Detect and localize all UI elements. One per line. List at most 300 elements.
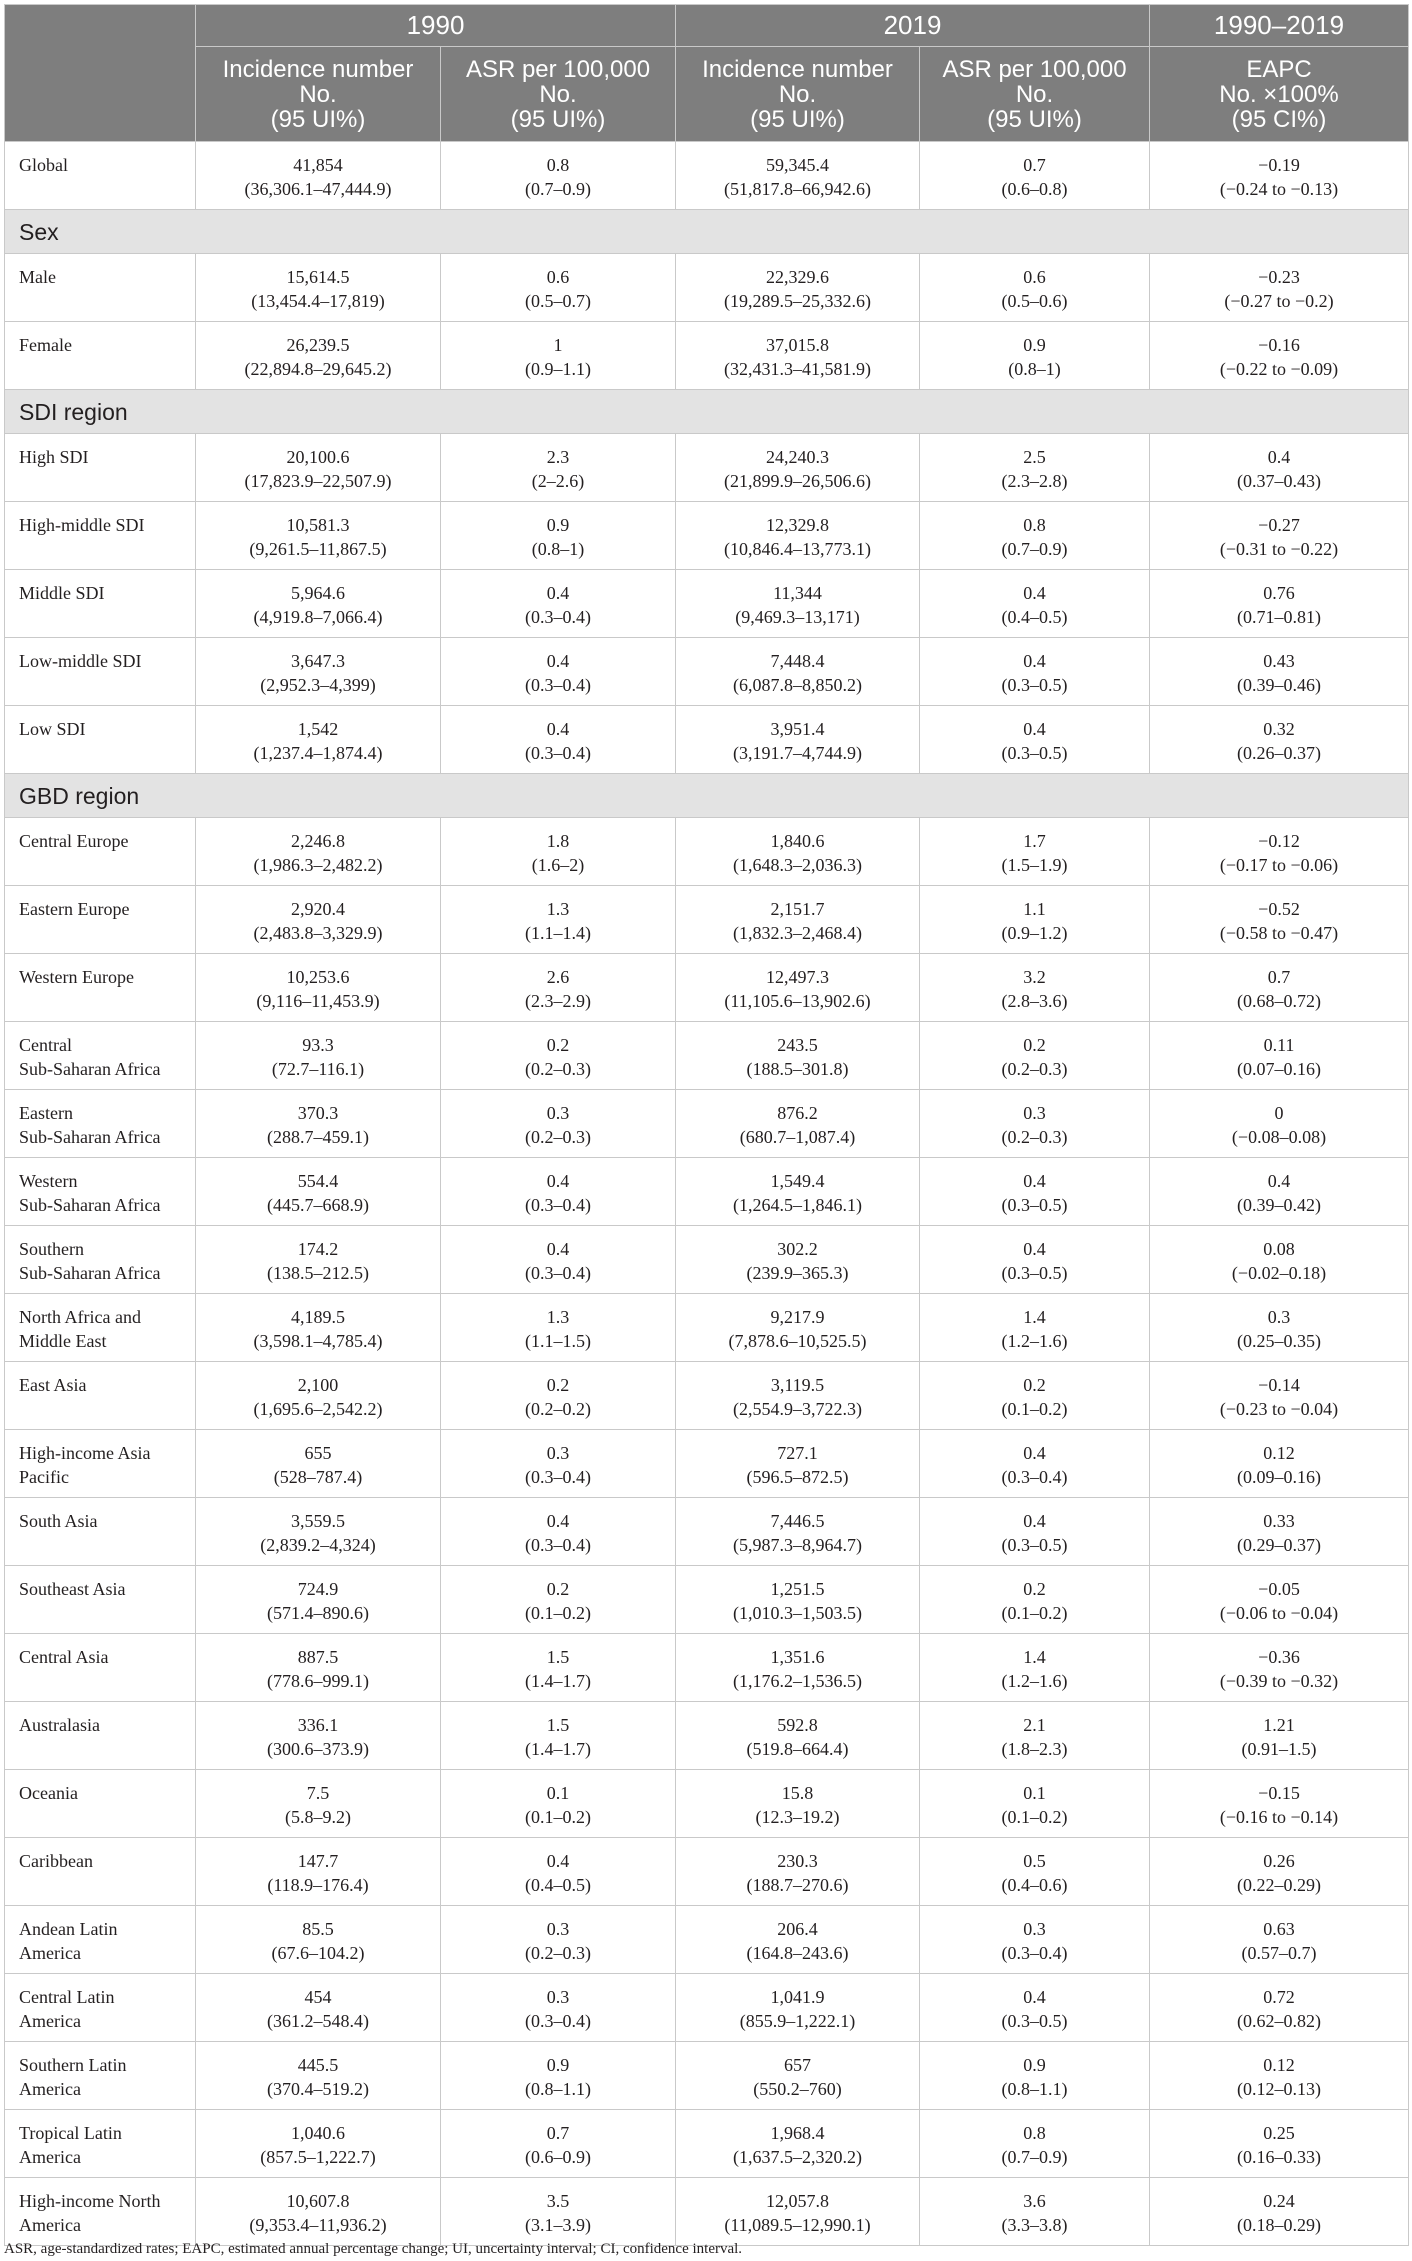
cell-interval: (7,878.6–10,525.5) (728, 1331, 867, 1351)
cell-interval: (−0.08–0.08) (1231, 1127, 1327, 1147)
cell-interval: (2,952.3–4,399) (260, 675, 376, 695)
data-cell (196, 142, 441, 210)
data-cell (196, 2110, 441, 2178)
table-row (5, 1362, 1409, 1430)
row-label-line: Eastern (19, 1103, 73, 1123)
table-row (5, 818, 1409, 886)
row-label: Global (5, 142, 196, 210)
cell-value: 1,040.6 (291, 2123, 345, 2143)
row-label: Eastern Europe (5, 886, 196, 954)
cell-interval: (32,431.3–41,581.9) (724, 359, 871, 379)
cell-value: 1,542 (297, 719, 339, 739)
data-cell (441, 2110, 676, 2178)
header-line: ASR per 100,000 (942, 55, 1127, 83)
cell-value: 0.7 (1267, 967, 1291, 987)
cell-value: 302.2 (777, 1239, 818, 1259)
table-row (5, 1022, 1409, 1090)
cell-interval: (0.07–0.16) (1237, 1059, 1321, 1079)
cell-interval: (0.37–0.43) (1237, 471, 1321, 491)
data-cell (676, 1838, 920, 1906)
cell-interval: (−0.23 to −0.04) (1219, 1399, 1339, 1419)
data-cell (676, 1294, 920, 1362)
data-cell (196, 1430, 441, 1498)
data-cell (441, 638, 676, 706)
data-cell (441, 434, 676, 502)
cell-value: 0.2 (1023, 1579, 1046, 1599)
cell-value: 3.2 (1023, 967, 1046, 987)
cell-interval: (445.7–668.9) (267, 1195, 369, 1215)
header-line: No. (299, 80, 337, 108)
cell-interval: (164.8–243.6) (746, 1943, 849, 1963)
data-cell (1150, 2110, 1409, 2178)
data-cell (196, 818, 441, 886)
cell-interval: (5,987.3–8,964.7) (733, 1535, 862, 1555)
cell-interval: (0.8–1) (1008, 359, 1061, 379)
cell-value: 0.12 (1263, 2055, 1295, 2075)
data-cell (676, 1090, 920, 1158)
cell-value: −0.27 (1258, 515, 1300, 535)
data-cell (196, 638, 441, 706)
header-line: No. (1015, 80, 1054, 108)
cell-value: 0.3 (546, 1103, 570, 1123)
data-cell (1150, 142, 1409, 210)
cell-value: 1,251.5 (770, 1579, 825, 1599)
cell-value: 0.24 (1263, 2191, 1295, 2211)
cell-interval: (4,919.8–7,066.4) (253, 607, 383, 627)
row-label: Low SDI (5, 706, 196, 774)
data-cell (196, 1974, 441, 2042)
cell-interval: (0.3–0.4) (1001, 1943, 1068, 1963)
data-cell (441, 1634, 676, 1702)
data-cell (920, 818, 1150, 886)
cell-interval: (2.8–3.6) (1001, 991, 1068, 1011)
data-cell (196, 1022, 441, 1090)
cell-interval: (1.1–1.4) (525, 923, 591, 943)
data-cell (920, 502, 1150, 570)
header-line: (95 UI%) (750, 105, 845, 133)
cell-interval: (67.6–104.2) (271, 1943, 365, 1963)
cell-value: 2,151.7 (770, 899, 825, 919)
cell-interval: (10,846.4–13,773.1) (724, 539, 871, 559)
data-cell (920, 254, 1150, 322)
data-cell (676, 638, 920, 706)
table-row (5, 1430, 1409, 1498)
cell-interval: (1.5–1.9) (1001, 855, 1068, 875)
row-label (5, 1022, 196, 1090)
row-label (5, 1090, 196, 1158)
section-row (5, 774, 1409, 818)
cell-value: 0.4 (546, 651, 570, 671)
cell-value: 0.2 (546, 1035, 570, 1055)
cell-value: 370.3 (297, 1103, 339, 1123)
data-cell (920, 1566, 1150, 1634)
cell-interval: (0.68–0.72) (1237, 991, 1321, 1011)
cell-value: 3,647.3 (291, 651, 345, 671)
cell-interval: (3.1–3.9) (525, 2215, 591, 2235)
row-label: Middle SDI (5, 570, 196, 638)
table-row (5, 638, 1409, 706)
data-cell (1150, 1702, 1409, 1770)
cell-value: 12,497.3 (766, 967, 829, 987)
cell-interval: (361.2–548.4) (267, 2011, 369, 2031)
cell-value: 7,448.4 (770, 651, 825, 671)
cell-interval: (0.3–0.4) (525, 2011, 591, 2031)
cell-value: 3,119.5 (770, 1375, 825, 1395)
cell-interval: (1,648.3–2,036.3) (733, 855, 862, 875)
cell-interval: (17,823.9–22,507.9) (244, 471, 392, 491)
data-cell (441, 1226, 676, 1294)
data-cell (920, 434, 1150, 502)
cell-value: 22,329.6 (766, 267, 829, 287)
data-cell (196, 1634, 441, 1702)
data-cell (676, 706, 920, 774)
table-row (5, 570, 1409, 638)
table-row (5, 1838, 1409, 1906)
table-row (5, 322, 1409, 390)
cell-interval: (0.2–0.3) (525, 1059, 591, 1079)
cell-value: 93.3 (302, 1035, 334, 1055)
data-cell (920, 1702, 1150, 1770)
data-cell (920, 1838, 1150, 1906)
data-cell (676, 322, 920, 390)
data-cell (676, 1430, 920, 1498)
cell-value: 2.5 (1023, 447, 1046, 467)
data-cell (676, 1566, 920, 1634)
data-cell (676, 1362, 920, 1430)
cell-interval: (0.3–0.4) (1001, 1467, 1068, 1487)
data-cell (676, 886, 920, 954)
row-label-line: Southern Latin (19, 2055, 127, 2075)
cell-interval: (0.16–0.33) (1237, 2147, 1321, 2167)
cell-value: 0.9 (546, 515, 570, 535)
cell-interval: (1.4–1.7) (525, 1739, 591, 1759)
data-cell (676, 1770, 920, 1838)
row-label-line: America (19, 1943, 81, 1963)
data-cell (920, 1974, 1150, 2042)
data-cell (1150, 1566, 1409, 1634)
cell-value: 657 (784, 2055, 811, 2075)
data-cell (441, 502, 676, 570)
cell-interval: (2,839.2–4,324) (260, 1535, 376, 1555)
data-cell (196, 706, 441, 774)
cell-interval: (2.3–2.9) (525, 991, 591, 1011)
cell-interval: (0.4–0.6) (1001, 1875, 1068, 1895)
cell-value: 0.4 (1023, 1443, 1046, 1463)
cell-interval: (0.5–0.6) (1001, 291, 1068, 311)
cell-value: 724.9 (297, 1579, 339, 1599)
data-cell (441, 1158, 676, 1226)
cell-interval: (519.8–664.4) (746, 1739, 849, 1759)
cell-interval: (0.12–0.13) (1237, 2079, 1321, 2099)
cell-value: 41,854 (293, 155, 343, 175)
cell-value: 0.9 (1023, 335, 1046, 355)
data-cell (676, 1974, 920, 2042)
data-cell (441, 886, 676, 954)
data-cell (1150, 886, 1409, 954)
cell-interval: (0.62–0.82) (1237, 2011, 1321, 2031)
cell-value: 10,607.8 (286, 2191, 350, 2211)
row-label (5, 1906, 196, 1974)
data-cell (441, 2178, 676, 2246)
table-row (5, 886, 1409, 954)
row-label-line: Pacific (19, 1467, 69, 1487)
cell-value: 0.3 (546, 1443, 570, 1463)
data-cell (920, 2110, 1150, 2178)
cell-interval: (300.6–373.9) (267, 1739, 369, 1759)
cell-value: 2.3 (546, 447, 570, 467)
cell-interval: (5.8–9.2) (285, 1807, 351, 1827)
table-row (5, 706, 1409, 774)
cell-interval: (−0.06 to −0.04) (1219, 1603, 1339, 1623)
data-cell (920, 1158, 1150, 1226)
cell-interval: (0.9–1.2) (1001, 923, 1068, 943)
data-cell (676, 254, 920, 322)
cell-interval: (1,637.5–2,320.2) (733, 2147, 862, 2167)
data-cell (676, 2110, 920, 2178)
row-label: East Asia (5, 1362, 196, 1430)
cell-value: 1.4 (1023, 1307, 1046, 1327)
cell-value: 4,189.5 (291, 1307, 345, 1327)
data-cell (676, 1158, 920, 1226)
row-label-line: Tropical Latin (19, 2123, 122, 2143)
data-cell (196, 1294, 441, 1362)
table-row (5, 2042, 1409, 2110)
cell-interval: (2–2.6) (531, 471, 585, 491)
cell-interval: (9,469.3–13,171) (735, 607, 860, 627)
cell-value: −0.16 (1258, 335, 1300, 355)
cell-value: 15,614.5 (286, 267, 350, 287)
data-cell (1150, 502, 1409, 570)
data-cell (441, 1022, 676, 1090)
cell-interval: (0.3–0.5) (1001, 2011, 1068, 2031)
cell-value: −0.19 (1258, 155, 1300, 175)
cell-interval: (0.26–0.37) (1237, 743, 1321, 763)
cell-interval: (0.3–0.5) (1001, 675, 1068, 695)
header-line: ASR per 100,000 (465, 55, 651, 83)
row-label: Australasia (5, 1702, 196, 1770)
data-cell (441, 1838, 676, 1906)
data-cell (1150, 1362, 1409, 1430)
cell-interval: (188.7–270.6) (746, 1875, 849, 1895)
cell-value: 1.3 (546, 1307, 570, 1327)
cell-interval: (6,087.8–8,850.2) (733, 675, 862, 695)
cell-value: 1,968.4 (770, 2123, 825, 2143)
table-footnote: ASR, age-standardized rates; EAPC, estimated annual percentage change; UI, uncertainty interval; CI, confidence interval. (4, 2241, 743, 2257)
cell-value: 0.4 (1267, 447, 1291, 467)
cell-interval: (−0.39 to −0.32) (1219, 1671, 1339, 1691)
row-label-line: North Africa and (19, 1307, 141, 1327)
data-cell (1150, 954, 1409, 1022)
row-label: Southeast Asia (5, 1566, 196, 1634)
section-label: GBD region (5, 774, 1409, 818)
row-label (5, 1294, 196, 1362)
data-cell (441, 142, 676, 210)
data-cell (1150, 706, 1409, 774)
cell-interval: (0.39–0.42) (1237, 1195, 1321, 1215)
cell-interval: (855.9–1,222.1) (739, 2011, 856, 2031)
data-cell (676, 1498, 920, 1566)
data-cell (1150, 1294, 1409, 1362)
row-label-line: America (19, 2079, 81, 2099)
data-cell (441, 1090, 676, 1158)
data-cell (676, 818, 920, 886)
cell-interval: (0.4–0.5) (1001, 607, 1068, 627)
cell-value: 1,041.9 (770, 1987, 825, 2007)
cell-value: 0.63 (1263, 1919, 1295, 1939)
cell-value: 5,964.6 (291, 583, 345, 603)
row-label-line: America (19, 2215, 81, 2235)
row-label: High-middle SDI (5, 502, 196, 570)
row-label-line: High-income North (19, 2191, 161, 2211)
data-cell (196, 1838, 441, 1906)
data-cell (196, 1362, 441, 1430)
cell-interval: (0.3–0.4) (525, 675, 591, 695)
header-line: No. (778, 80, 817, 108)
cell-interval: (118.9–176.4) (267, 1875, 369, 1895)
cell-interval: (1,176.2–1,536.5) (733, 1671, 862, 1691)
cell-interval: (550.2–760) (753, 2079, 842, 2099)
table-header (5, 5, 1409, 142)
row-label: South Asia (5, 1498, 196, 1566)
table-row (5, 2178, 1409, 2246)
cell-interval: (51,817.8–66,942.6) (724, 179, 871, 199)
table-row (5, 2110, 1409, 2178)
cell-value: 26,239.5 (286, 335, 350, 355)
row-label-line: Central Latin (19, 1987, 115, 2007)
cell-value: −0.52 (1258, 899, 1300, 919)
cell-interval: (370.4–519.2) (267, 2079, 369, 2099)
cell-value: 0.4 (1023, 1987, 1046, 2007)
cell-interval: (2,483.8–3,329.9) (253, 923, 383, 943)
data-cell (920, 638, 1150, 706)
data-cell (196, 1090, 441, 1158)
data-cell (1150, 818, 1409, 886)
cell-value: 0.4 (546, 719, 570, 739)
table-row (5, 1702, 1409, 1770)
data-cell (676, 570, 920, 638)
data-cell (196, 1498, 441, 1566)
cell-interval: (0.1–0.2) (1001, 1399, 1068, 1419)
data-cell (1150, 1906, 1409, 1974)
cell-interval: (0.18–0.29) (1237, 2215, 1321, 2235)
cell-value: 0.2 (1023, 1375, 1046, 1395)
cell-value: 11,344 (773, 583, 822, 603)
table-row (5, 142, 1409, 210)
row-label-line: America (19, 2147, 81, 2167)
cell-value: 1.8 (546, 831, 570, 851)
cell-value: 0.33 (1263, 1511, 1295, 1531)
data-cell (441, 570, 676, 638)
cell-interval: (0.22–0.29) (1237, 1875, 1321, 1895)
row-label-line: Middle East (19, 1331, 107, 1351)
cell-value: 243.5 (777, 1035, 818, 1055)
data-cell (196, 1906, 441, 1974)
row-label-line: Southern (19, 1239, 84, 1259)
cell-interval: (0.1–0.2) (1001, 1807, 1068, 1827)
cell-value: 0.4 (546, 583, 570, 603)
cell-value: −0.36 (1258, 1647, 1300, 1667)
header-asr-1990 (441, 47, 676, 142)
data-cell (920, 1634, 1150, 1702)
cell-value: 2,246.8 (291, 831, 345, 851)
cell-interval: (9,261.5–11,867.5) (249, 539, 387, 559)
data-cell (196, 1770, 441, 1838)
cell-interval: (0.7–0.9) (525, 179, 591, 199)
cell-interval: (2,554.9–3,722.3) (733, 1399, 862, 1419)
cell-value: 0.3 (1267, 1307, 1291, 1327)
data-cell (920, 1906, 1150, 1974)
cell-value: 592.8 (777, 1715, 818, 1735)
cell-value: 0.3 (546, 1919, 570, 1939)
row-label-line: Sub-Saharan Africa (19, 1263, 161, 1283)
cell-value: 1,840.6 (770, 831, 825, 851)
table-row (5, 1158, 1409, 1226)
cell-interval: (1.6–2) (531, 855, 585, 875)
cell-interval: (0.2–0.3) (1001, 1059, 1068, 1079)
cell-interval: (11,105.6–13,902.6) (724, 991, 871, 1011)
header-line: Incidence number (222, 55, 414, 83)
table-row (5, 954, 1409, 1022)
row-label-line: Sub-Saharan Africa (19, 1127, 161, 1147)
cell-value: 0.4 (1023, 583, 1046, 603)
cell-interval: (2.3–2.8) (1001, 471, 1068, 491)
data-cell (196, 502, 441, 570)
data-cell (920, 1498, 1150, 1566)
data-cell (441, 1974, 676, 2042)
row-label: Central Asia (5, 1634, 196, 1702)
row-label (5, 1226, 196, 1294)
cell-interval: (−0.31 to −0.22) (1219, 539, 1339, 559)
table-row (5, 1566, 1409, 1634)
cell-value: 0.76 (1263, 583, 1295, 603)
cell-value: 12,329.8 (766, 515, 829, 535)
cell-value: 1,549.4 (770, 1171, 825, 1191)
cell-value: 0.72 (1263, 1987, 1295, 2007)
cell-value: 0.26 (1263, 1851, 1295, 1871)
data-cell (1150, 1634, 1409, 1702)
header-incidence-1990 (196, 47, 441, 142)
data-cell (441, 1566, 676, 1634)
cell-interval: (−0.02–0.18) (1231, 1263, 1327, 1283)
cell-interval: (0.3–0.4) (525, 743, 591, 763)
row-label: Western Europe (5, 954, 196, 1022)
cell-interval: (0.6–0.8) (1001, 179, 1068, 199)
cell-value: 0.4 (1267, 1171, 1291, 1191)
cell-value: 3,951.4 (770, 719, 825, 739)
cell-value: 3.6 (1023, 2191, 1046, 2211)
data-cell (1150, 1158, 1409, 1226)
cell-interval: (0.2–0.3) (525, 1127, 591, 1147)
cell-interval: (3,191.7–4,744.9) (733, 743, 862, 763)
cell-interval: (0.8–1) (531, 539, 585, 559)
row-label: Oceania (5, 1770, 196, 1838)
data-cell (441, 1430, 676, 1498)
cell-interval: (0.4–0.5) (525, 1875, 591, 1895)
cell-value: 0.6 (546, 267, 570, 287)
cell-value: 876.2 (777, 1103, 818, 1123)
cell-value: 2.6 (546, 967, 570, 987)
data-cell (196, 2178, 441, 2246)
data-cell (676, 1022, 920, 1090)
cell-value: 727.1 (777, 1443, 818, 1463)
cell-interval: (11,089.5–12,990.1) (724, 2215, 871, 2235)
year-header-1990: 1990 (196, 5, 676, 47)
cell-interval: (1.8–2.3) (1001, 1739, 1068, 1759)
data-cell (1150, 1770, 1409, 1838)
header-incidence-2019 (676, 47, 920, 142)
year-header-row (5, 5, 1409, 47)
data-cell (196, 1702, 441, 1770)
